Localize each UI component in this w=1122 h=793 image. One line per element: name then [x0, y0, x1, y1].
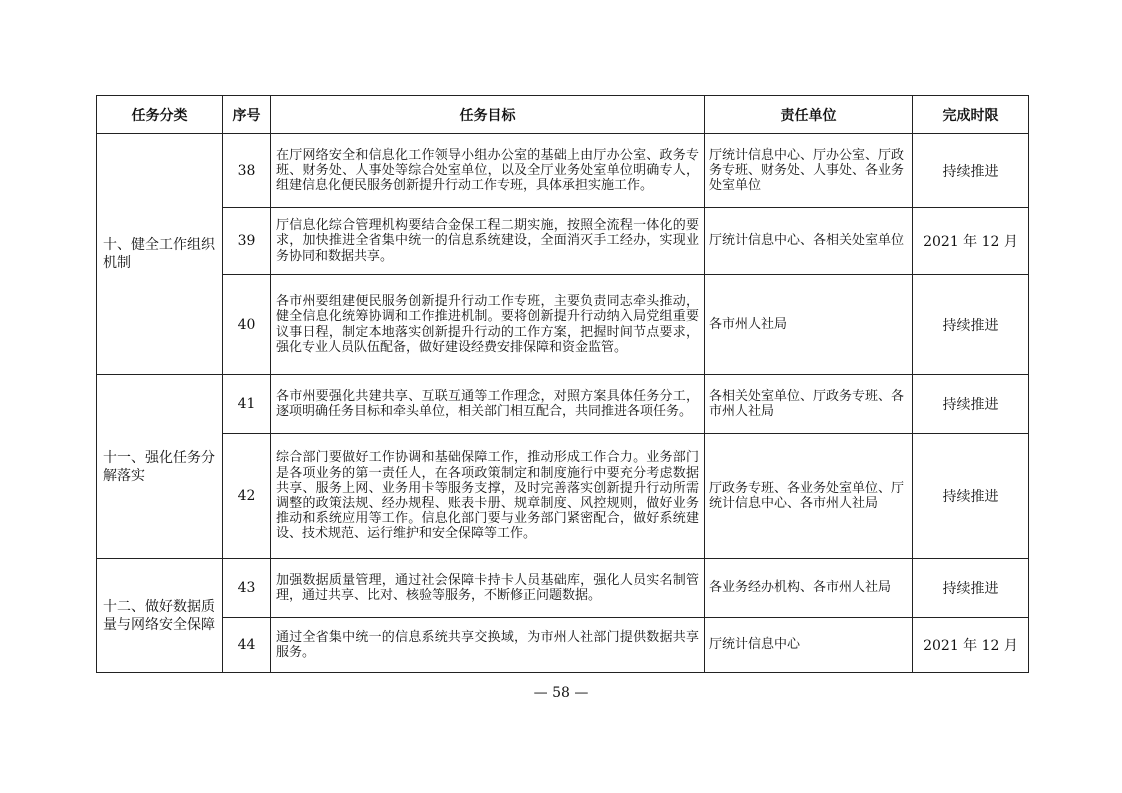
table-row — [97, 434, 1029, 559]
table-row — [97, 375, 1029, 434]
row-number: 42 — [223, 434, 271, 559]
row-number: 44 — [223, 618, 271, 673]
task-goal: 在厅网络安全和信息化工作领导小组办公室的基础上由厅办公室、政务专班、财务处、人事处等综合处室单位，以及全厅业务处室单位明确专人，组建信息化便民服务创新提升行动工作专班，具体承担实施工作。 — [271, 134, 705, 208]
row-number: 39 — [223, 208, 271, 275]
task-table — [96, 95, 1029, 673]
table-row — [97, 134, 1029, 208]
task-goal: 通过全省集中统一的信息系统共享交换域，为市州人社部门提供数据共享服务。 — [271, 618, 705, 673]
responsible-unit: 厅政务专班、各业务处室单位、厅统计信息中心、各市州人社局 — [705, 434, 913, 559]
deadline: 持续推进 — [913, 275, 1029, 375]
row-number: 41 — [223, 375, 271, 434]
table-row — [97, 208, 1029, 275]
task-goal: 各市州要强化共建共享、互联互通等工作理念，对照方案具体任务分工，逐项明确任务目标和牵头单位，相关部门相互配合，共同推进各项任务。 — [271, 375, 705, 434]
table-row — [97, 275, 1029, 375]
responsible-unit: 各市州人社局 — [705, 275, 913, 375]
page-number: — 58 — — [533, 685, 589, 701]
row-number: 43 — [223, 559, 271, 618]
responsible-unit: 各相关处室单位、厅政务专班、各市州人社局 — [705, 375, 913, 434]
header-responsible-unit: 责任单位 — [705, 96, 913, 134]
deadline: 2021 年 12 月 — [913, 618, 1029, 673]
deadline: 持续推进 — [913, 559, 1029, 618]
task-goal: 厅信息化综合管理机构要结合金保工程二期实施，按照全流程一体化的要求，加快推进全省集中统一的信息系统建设，全面消灭手工经办，实现业务协同和数据共享。 — [271, 208, 705, 275]
responsible-unit: 厅统计信息中心 — [705, 618, 913, 673]
category-cell: 十二、做好数据质量与网络安全保障 — [97, 559, 223, 673]
deadline: 2021 年 12 月 — [913, 208, 1029, 275]
table-header-row — [97, 96, 1029, 134]
row-number: 40 — [223, 275, 271, 375]
task-goal: 各市州要组建便民服务创新提升行动工作专班，主要负责同志牵头推动，健全信息化统筹协调和工作推进机制。要将创新提升行动纳入局党组重要议事日程，制定本地落实创新提升行动的工作方案，把握时间节点要求，强化专业人员队伍配备，做好建设经费安排保障和资金监管。 — [271, 275, 705, 375]
category-cell: 十、健全工作组织机制 — [97, 134, 223, 375]
row-number: 38 — [223, 134, 271, 208]
responsible-unit: 厅统计信息中心、厅办公室、厅政务专班、财务处、人事处、各业务处室单位 — [705, 134, 913, 208]
responsible-unit: 厅统计信息中心、各相关处室单位 — [705, 208, 913, 275]
category-cell: 十一、强化任务分解落实 — [97, 375, 223, 559]
task-goal: 综合部门要做好工作协调和基础保障工作，推动形成工作合力。业务部门是各项业务的第一责任人，在各项政策制定和制度施行中要充分考虑数据共享、服务上网、业务用卡等服务支撑，及时完善落实创新提升行动所需调整的政策法规、经办规程、账表卡册、规章制度、风控规则，做好业务推动和系统应用等工作。信息化部门要与业务部门紧密配合，做好系统建设、技术规范、运行维护和安全保障等工作。 — [271, 434, 705, 559]
deadline: 持续推进 — [913, 134, 1029, 208]
deadline: 持续推进 — [913, 375, 1029, 434]
responsible-unit: 各业务经办机构、各市州人社局 — [705, 559, 913, 618]
table-row — [97, 559, 1029, 618]
header-category: 任务分类 — [97, 96, 223, 134]
header-goal: 任务目标 — [271, 96, 705, 134]
deadline: 持续推进 — [913, 434, 1029, 559]
header-number: 序号 — [223, 96, 271, 134]
table-row — [97, 618, 1029, 673]
task-goal: 加强数据质量管理，通过社会保障卡持卡人员基础库，强化人员实名制管理，通过共享、比对、核验等服务，不断修正问题数据。 — [271, 559, 705, 618]
header-deadline: 完成时限 — [913, 96, 1029, 134]
